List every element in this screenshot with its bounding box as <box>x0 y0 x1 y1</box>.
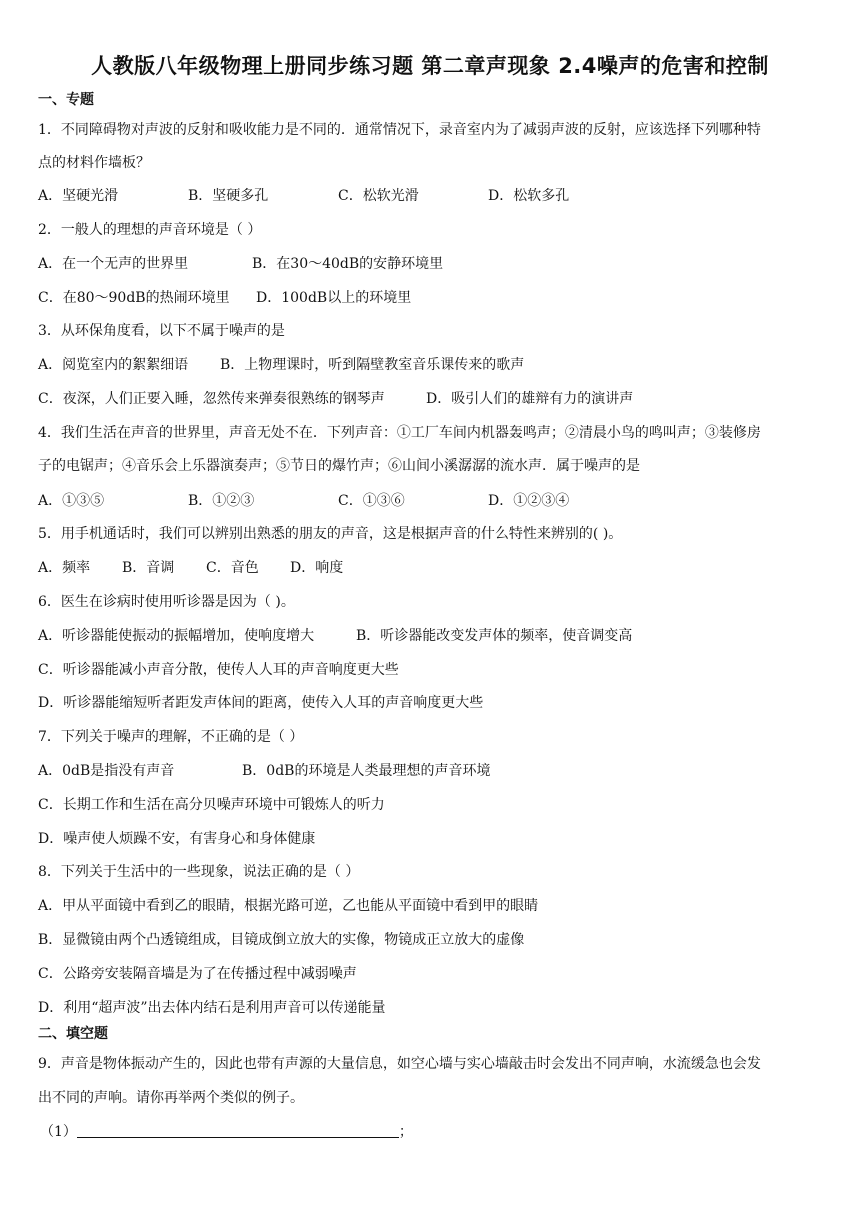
q9-stem-line-1: 9．声音是物体振动产生的，因此也带有声源的大量信息，如空心墙与实心墙敲击时会发出不同声响，水流缓急也会发 <box>38 1056 761 1072</box>
section-heading-2: 二、填空题 <box>38 1026 108 1042</box>
q8-option-a[interactable]: A．甲从平面镜中看到乙的眼睛，根据光路可逆，乙也能从平面镜中看到甲的眼睛 <box>38 898 539 914</box>
q5-options <box>38 558 822 578</box>
q4-stem-line-1: 4．我们生活在声音的世界里，声音无处不在．下列声音：①工厂车间内机器轰鸣声；②清晨小鸟的鸣叫声；③装修房 <box>38 425 761 441</box>
q7-option-a[interactable]: A．0dB是指没有声音 <box>38 763 175 779</box>
q1-option-d[interactable]: D．松软多孔 <box>488 188 570 204</box>
q3-options-row-2 <box>38 389 822 409</box>
q5-option-d[interactable]: D．响度 <box>290 560 344 576</box>
q2-option-d[interactable]: D．100dB以上的环境里 <box>256 290 412 306</box>
q7-option-d[interactable]: D．噪声使人烦躁不安，有害身心和身体健康 <box>38 831 316 847</box>
q6-stem: 6．医生在诊病时使用听诊器是因为（ )。 <box>38 594 295 610</box>
q9-stem-line-2: 出不同的声响。请你再举两个类似的例子。 <box>38 1090 304 1106</box>
section-heading-1: 一、专题 <box>38 92 94 108</box>
q4-stem-line-2: 子的电锯声；④音乐会上乐器演奏声；⑤节日的爆竹声；⑥山间小溪潺潺的流水声．属于噪声的是 <box>38 458 640 474</box>
q9-item-1-label: （1） <box>40 1124 77 1140</box>
q2-options-row-1 <box>38 254 822 274</box>
q4-option-a[interactable]: A．①③⑤ <box>38 493 105 509</box>
page-title: 人教版八年级物理上册同步练习题 第二章声现象 2.4噪声的危害和控制 <box>91 54 769 78</box>
q8-option-b[interactable]: B．显微镜由两个凸透镜组成，目镜成倒立放大的实像，物镜成正立放大的虚像 <box>38 932 525 948</box>
q1-option-c[interactable]: C．松软光滑 <box>338 188 419 204</box>
q5-stem: 5．用手机通话时，我们可以辨别出熟悉的朋友的声音，这是根据声音的什么特性来辨别的( )。 <box>38 526 623 542</box>
q9-item-1-suffix: ； <box>398 1124 413 1140</box>
q1-options <box>38 186 822 206</box>
q3-option-c[interactable]: C．夜深，人们正要入睡，忽然传来弹奏很熟练的钢琴声 <box>38 391 385 407</box>
q8-option-d[interactable]: D．利用“超声波”出去体内结石是利用声音可以传递能量 <box>38 1000 386 1016</box>
q2-option-c[interactable]: C．在80～90dB的热闹环境里 <box>38 290 230 306</box>
q3-stem: 3．从环保角度看，以下不属于噪声的是 <box>38 323 285 339</box>
q3-option-b[interactable]: B．上物理课时，听到隔壁教室音乐课传来的歌声 <box>220 357 525 373</box>
q1-stem-line-2: 点的材料作墙板？ <box>38 155 150 171</box>
q6-options-row-1 <box>38 626 822 646</box>
q4-option-b[interactable]: B．①②③ <box>188 493 255 509</box>
q8-stem: 8．下列关于生活中的一些现象，说法正确的是（ ） <box>38 864 360 880</box>
q1-stem-line-1: 1．不同障碍物对声波的反射和吸收能力是不同的．通常情况下，录音室内为了减弱声波的反射，应该选择下列哪种特 <box>38 122 761 138</box>
q4-option-d[interactable]: D．①②③④ <box>488 493 570 509</box>
q7-stem: 7．下列关于噪声的理解，不正确的是（ ） <box>38 729 304 745</box>
q5-option-b[interactable]: B．音调 <box>122 560 175 576</box>
q5-option-c[interactable]: C．音色 <box>206 560 259 576</box>
q3-option-a[interactable]: A．阅览室内的絮絮细语 <box>38 357 189 373</box>
q1-option-b[interactable]: B．坚硬多孔 <box>188 188 269 204</box>
q9-answer-line-1 <box>40 1122 822 1142</box>
q7-options-row-1 <box>38 761 822 781</box>
q5-option-a[interactable]: A．频率 <box>38 560 91 576</box>
q2-option-b[interactable]: B．在30～40dB的安静环境里 <box>252 256 444 272</box>
q7-option-c[interactable]: C．长期工作和生活在高分贝噪声环境中可锻炼人的听力 <box>38 797 385 813</box>
q6-option-b[interactable]: B．听诊器能改变发声体的频率，使音调变高 <box>356 628 633 644</box>
q7-option-b[interactable]: B．0dB的环境是人类最理想的声音环境 <box>242 763 491 779</box>
q2-option-a[interactable]: A．在一个无声的世界里 <box>38 256 189 272</box>
q9-answer-blank-1[interactable] <box>77 1123 399 1138</box>
q8-option-c[interactable]: C．公路旁安装隔音墙是为了在传播过程中减弱噪声 <box>38 966 357 982</box>
q1-option-a[interactable]: A．坚硬光滑 <box>38 188 119 204</box>
q3-option-d[interactable]: D．吸引人们的雄辩有力的演讲声 <box>426 391 634 407</box>
q2-options-row-2 <box>38 288 822 308</box>
q3-options-row-1 <box>38 355 822 375</box>
q6-option-a[interactable]: A．听诊器能使振动的振幅增加，使响度增大 <box>38 628 315 644</box>
q6-option-d[interactable]: D．听诊器能缩短听者距发声体间的距离，使传入人耳的声音响度更大些 <box>38 695 484 711</box>
q2-stem: 2．一般人的理想的声音环境是（ ） <box>38 222 262 238</box>
q4-options <box>38 491 822 511</box>
q6-option-c[interactable]: C．听诊器能减小声音分散，使传人人耳的声音响度更大些 <box>38 662 399 678</box>
q4-option-c[interactable]: C．①③⑥ <box>338 493 405 509</box>
